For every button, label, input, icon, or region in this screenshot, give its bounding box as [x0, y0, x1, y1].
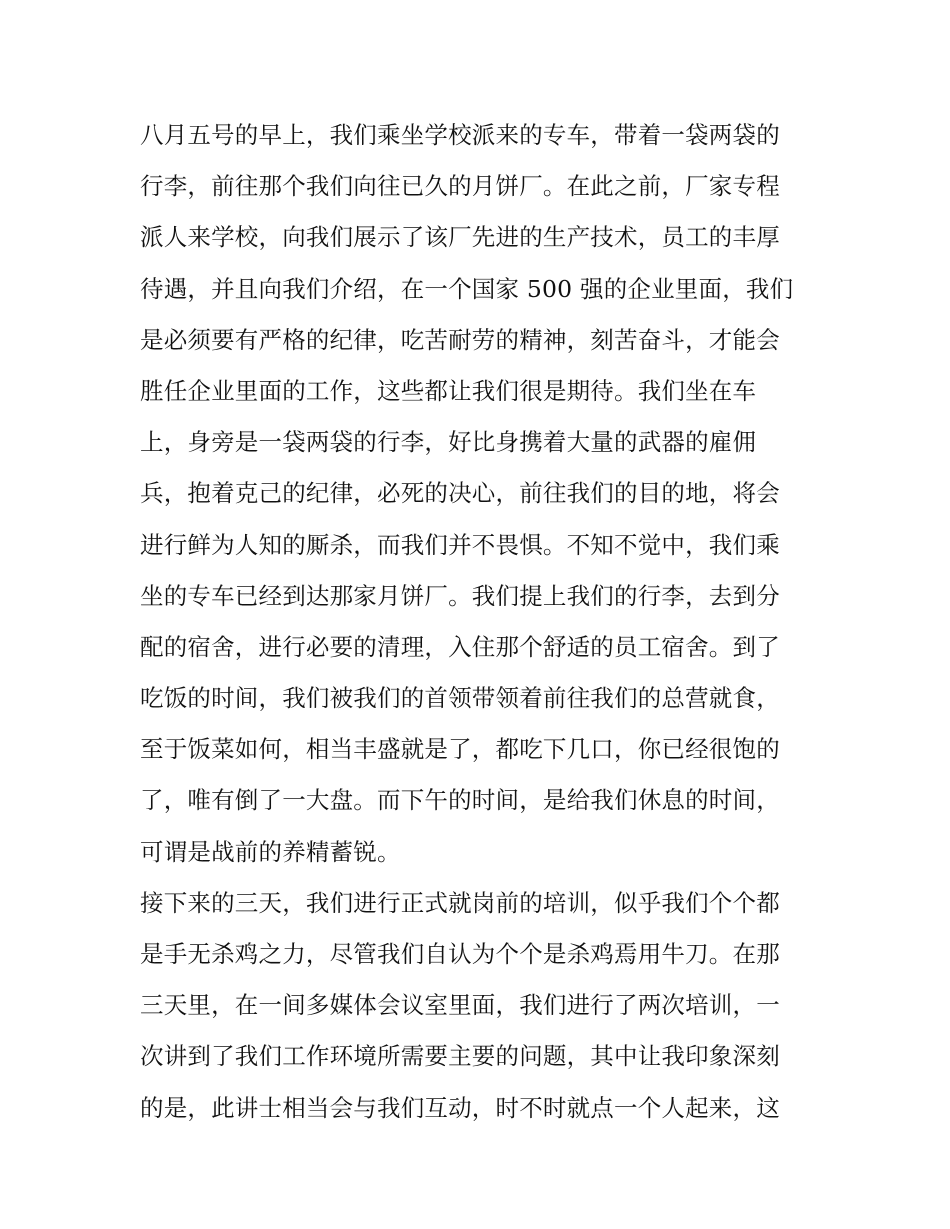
text-line: 次讲到了我们工作环境所需要主要的问题，其中让我印象深刻 [140, 1042, 780, 1071]
text-line: 接下来的三天，我们进行正式就岗前的培训，似乎我们个个都 [140, 888, 780, 917]
text-line: 三天里，在一间多媒体会议室里面，我们进行了两次培训，一 [140, 991, 780, 1020]
text-line: 的是，此讲士相当会与我们互动，时不时就点一个人起来，这 [140, 1093, 780, 1122]
text-line: 是手无杀鸡之力，尽管我们自认为个个是杀鸡焉用牛刀。在那 [140, 940, 780, 968]
text-line: 上，身旁是一袋两袋的行李，好比身携着大量的武器的雇佣 [140, 428, 757, 457]
text-line: 行李，前往那个我们向往已久的月饼厂。在此之前，厂家专程 [140, 172, 780, 201]
text-line: 八月五号的早上，我们乘坐学校派来的专车，带着一袋两袋的 [140, 121, 780, 149]
text-line: 兵，抱着克己的纪律，必死的决心，前往我们的目的地，将会 [140, 479, 780, 508]
text-line: 进行鲜为人知的厮杀，而我们并不畏惧。不知不觉中，我们乘 [140, 530, 780, 559]
text-line: 至于饭菜如何，相当丰盛就是了，都吃下几口，你已经很饱的 [140, 735, 780, 764]
text-line: 坐的专车已经到达那家月饼厂。我们提上我们的行李，去到分 [140, 581, 780, 610]
text-line: 吃饭的时间，我们被我们的首领带领着前往我们的总营就食， [140, 684, 780, 713]
text-line: 派人来学校，向我们展示了该厂先进的生产技术，员工的丰厚 [140, 223, 780, 252]
text-line: 是必须要有严格的纪律，吃苦耐劳的精神，刻苦奋斗，才能会 [140, 325, 780, 354]
text-line: 胜任企业里面的工作，这些都让我们很是期待。我们坐在车 [140, 376, 757, 405]
text-line: 待遇，并且向我们介绍，在一个国家 500 强的企业里面，我们 [140, 274, 794, 303]
text-line: 了，唯有倒了一大盘。而下午的时间，是给我们休息的时间， [140, 786, 780, 815]
document-body [140, 110, 820, 1134]
text-line: 配的宿舍，进行必要的清理，入住那个舒适的员工宿舍。到了 [140, 632, 780, 661]
text-line: 可谓是战前的养精蓄锐。 [140, 837, 401, 866]
